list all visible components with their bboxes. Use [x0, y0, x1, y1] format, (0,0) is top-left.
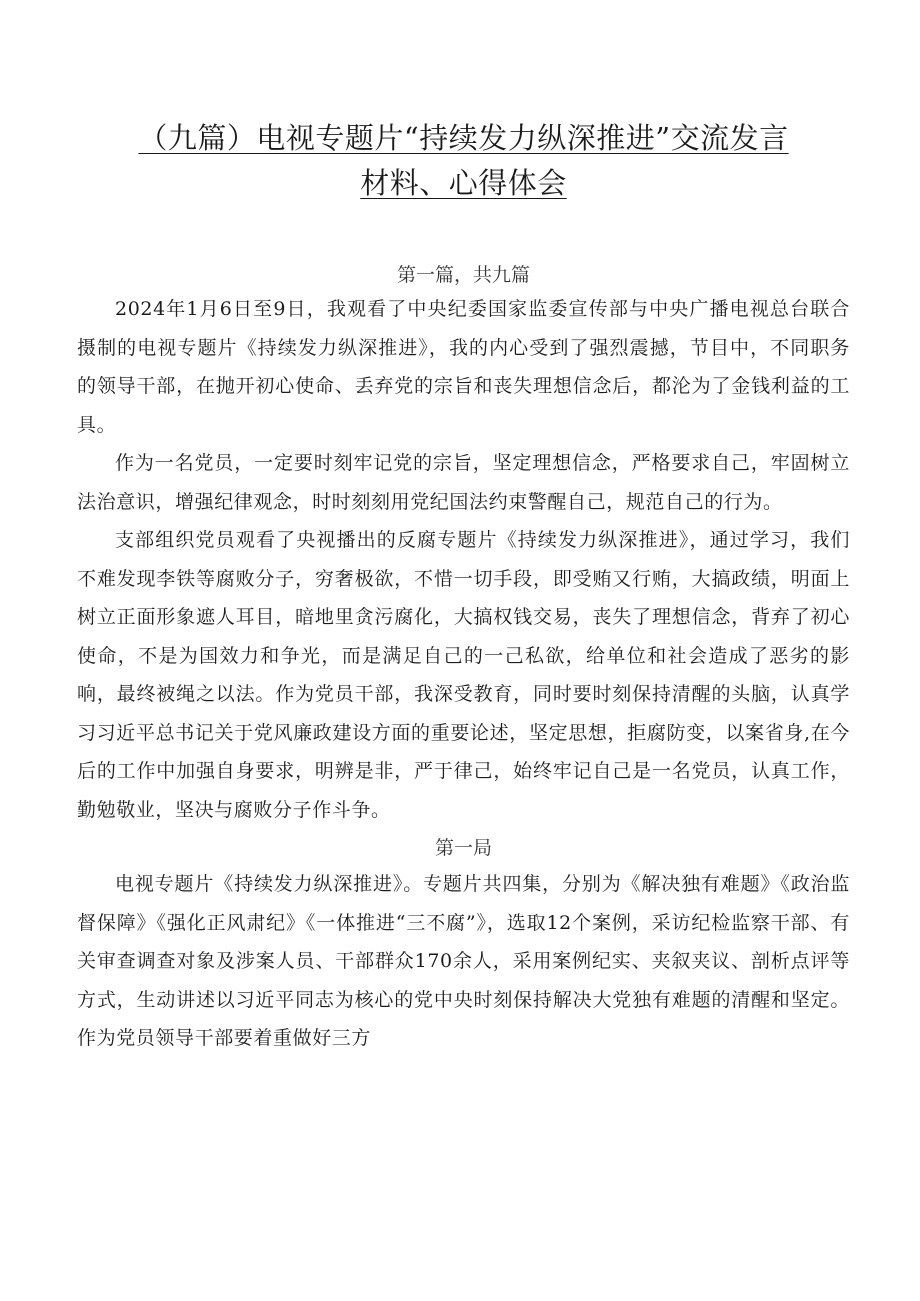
section-1-heading: 第一篇，共九篇 [396, 264, 530, 286]
section-1-paragraph-2: 作为一名党员，一定要时刻牢记党的宗旨，坚定理想信念，严格要求自己，牢固树立法治意识，增强纪律观念，时时刻刻用党纪国法约束警醒自己，规范自己的行为。 [77, 452, 850, 513]
title-line-1: （九篇）电视专题片“持续发力纵深推进”交流发言 [138, 121, 789, 155]
section-2-paragraph-1: 电视专题片《持续发力纵深推进》。专题片共四集，分别为《解决独有难题》《政治监督保障》《强化正风肃纪》《一体推进“三不腐”》，选取12个案例，采访纪检监察干部、有关审查调查对象及涉案人员、干部群众170余人，采用案例纪实、夹叙夹议、剖析点评等方式，生动讲述以习近平同志为核心的党中央时刻保持解决大党独有难题的清醒和坚定。作为党员领导干部要着重做好三方 [77, 873, 850, 1049]
section-2-heading: 第一局 [434, 837, 492, 859]
section-1-paragraph-1: 2024年1月6日至9日，我观看了中央纪委国家监委宣传部与中央广播电视总台联合摄制的电视专题片《持续发力纵深推进》，我的内心受到了强烈震撼，节目中，不同职务的领导干部，在抛开初心使命、丢弃党的宗旨和丧失理想信念后，都沦为了金钱利益的工具。 [77, 298, 850, 436]
document-title [77, 0, 850, 206]
title-line-2: 材料、心得体会 [360, 166, 567, 200]
section-1-paragraph-3: 支部组织党员观看了央视播出的反腐专题片《持续发力纵深推进》，通过学习，我们不难发现李铁等腐败分子，穷奢极欲，不惜一切手段，即受贿又行贿，大搞政绩，明面上树立正面形象遮人耳目，暗地里贪污腐化，大搞权钱交易，丧失了理想信念，背弃了初心使命，不是为国效力和争光，而是满足自己的一己私欲，给单位和社会造成了恶劣的影响，最终被绳之以法。作为党员干部，我深受教育，同时要时刻保持清醒的头脑，认真学习习近平总书记关于党风廉政建设方面的重要论述，坚定思想，拒腐防变，以案省身,在今后的工作中加强自身要求，明辨是非，严于律己，始终牢记自己是一名党员，认真工作，勤勉敬业，坚决与腐败分子作斗争。 [77, 529, 850, 821]
